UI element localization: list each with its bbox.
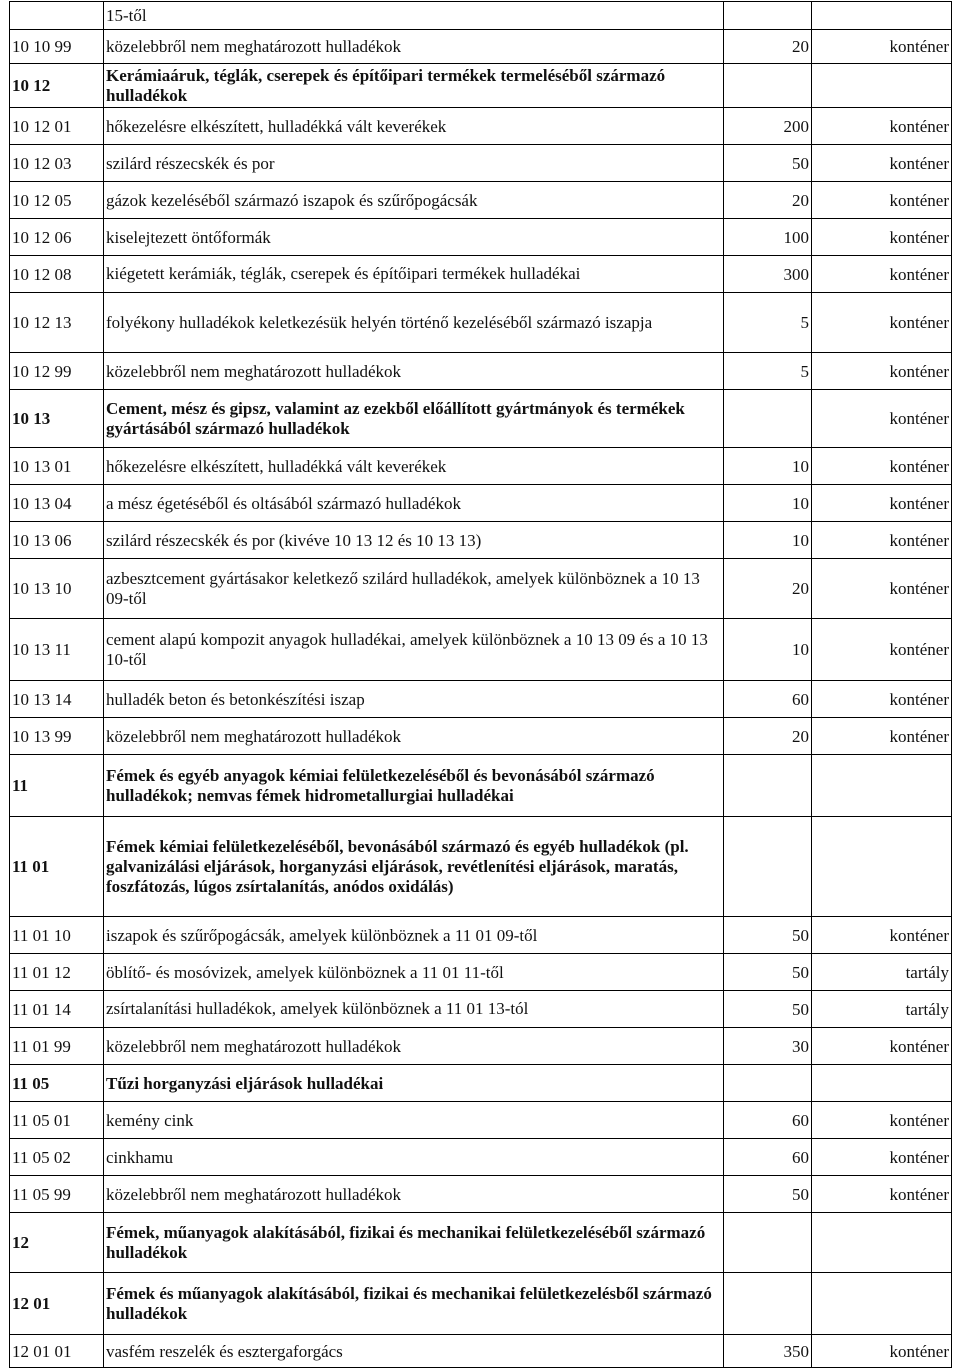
table-row <box>10 681 952 718</box>
quantity-cell: 10 <box>724 485 812 522</box>
table-row <box>10 1102 952 1139</box>
waste-table <box>9 1 952 1368</box>
waste-code-cell: 11 05 02 <box>10 1139 104 1176</box>
table-row <box>10 718 952 755</box>
quantity-cell: 30 <box>724 1028 812 1065</box>
unit-cell: konténer <box>812 182 952 219</box>
unit-cell: tartály <box>812 954 952 991</box>
table-row <box>10 619 952 681</box>
waste-description-cell: Fémek, műanyagok alakításából, fizikai és mechanikai felületkezeléséből származó hulladékok <box>104 1213 724 1273</box>
waste-description-cell: hőkezelésre elkészített, hulladékká vált keverékek <box>104 448 724 485</box>
quantity-cell: 50 <box>724 991 812 1028</box>
unit-cell: konténer <box>812 1139 952 1176</box>
table-row <box>10 64 952 108</box>
waste-description-cell: közelebbről nem meghatározott hulladékok <box>104 1028 724 1065</box>
quantity-cell <box>724 390 812 448</box>
table-row <box>10 1335 952 1368</box>
waste-code-cell: 11 01 99 <box>10 1028 104 1065</box>
waste-description-cell: hőkezelésre elkészített, hulladékká vált keverékek <box>104 108 724 145</box>
unit-cell: konténer <box>812 681 952 718</box>
waste-description-cell: Fémek és műanyagok alakításából, fizikai és mechanikai felületkezelésből származó hulladékok <box>104 1273 724 1335</box>
waste-description-cell: iszapok és szűrőpogácsák, amelyek különböznek a 11 01 09-től <box>104 917 724 954</box>
waste-code-cell: 10 12 01 <box>10 108 104 145</box>
unit-cell <box>812 1273 952 1335</box>
waste-code-cell: 10 12 99 <box>10 353 104 390</box>
waste-description-cell: Cement, mész és gipsz, valamint az ezekből előállított gyártmányok és termékek gyártásából származó hulladékok <box>104 390 724 448</box>
waste-description-cell: gázok kezeléséből származó iszapok és szűrőpogácsák <box>104 182 724 219</box>
waste-code-cell: 10 12 06 <box>10 219 104 256</box>
quantity-cell: 20 <box>724 30 812 64</box>
table-row <box>10 1273 952 1335</box>
quantity-cell <box>724 1065 812 1102</box>
quantity-cell: 200 <box>724 108 812 145</box>
waste-description-cell: Fémek és egyéb anyagok kémiai felületkezeléséből és bevonásából származó hulladékok; nemvas fémek hidrometallurgiai hulladékai <box>104 755 724 817</box>
waste-code-cell: 11 01 14 <box>10 991 104 1028</box>
table-row <box>10 30 952 64</box>
waste-description-cell: kemény cink <box>104 1102 724 1139</box>
quantity-cell: 10 <box>724 448 812 485</box>
waste-code-cell: 10 13 14 <box>10 681 104 718</box>
waste-description-cell: közelebbről nem meghatározott hulladékok <box>104 353 724 390</box>
quantity-cell: 5 <box>724 353 812 390</box>
quantity-cell: 20 <box>724 718 812 755</box>
waste-code-cell: 10 13 99 <box>10 718 104 755</box>
quantity-cell: 5 <box>724 293 812 353</box>
quantity-cell: 300 <box>724 256 812 293</box>
unit-cell <box>812 817 952 917</box>
table-row <box>10 390 952 448</box>
unit-cell: konténer <box>812 1176 952 1213</box>
waste-code-cell <box>10 2 104 30</box>
waste-code-cell: 10 12 05 <box>10 182 104 219</box>
unit-cell: tartály <box>812 991 952 1028</box>
waste-description-cell: cement alapú kompozit anyagok hulladékai, amelyek különböznek a 10 13 09 és a 10 13 10-től <box>104 619 724 681</box>
unit-cell: konténer <box>812 256 952 293</box>
unit-cell <box>812 64 952 108</box>
unit-cell: konténer <box>812 108 952 145</box>
unit-cell: konténer <box>812 485 952 522</box>
waste-code-cell: 12 <box>10 1213 104 1273</box>
quantity-cell: 60 <box>724 1139 812 1176</box>
table-row <box>10 485 952 522</box>
table-row <box>10 1065 952 1102</box>
table-row <box>10 448 952 485</box>
waste-code-cell: 11 05 01 <box>10 1102 104 1139</box>
unit-cell: konténer <box>812 30 952 64</box>
waste-description-cell: közelebbről nem meghatározott hulladékok <box>104 1176 724 1213</box>
table-row <box>10 256 952 293</box>
table-row <box>10 917 952 954</box>
waste-description-cell: közelebbről nem meghatározott hulladékok <box>104 30 724 64</box>
quantity-cell: 60 <box>724 681 812 718</box>
waste-code-cell: 12 01 <box>10 1273 104 1335</box>
quantity-cell: 50 <box>724 954 812 991</box>
waste-description-cell: azbesztcement gyártásakor keletkező szilárd hulladékok, amelyek különböznek a 10 13 09-től <box>104 559 724 619</box>
unit-cell: konténer <box>812 1102 952 1139</box>
unit-cell <box>812 2 952 30</box>
table-row <box>10 219 952 256</box>
quantity-cell <box>724 755 812 817</box>
waste-code-cell: 10 13 01 <box>10 448 104 485</box>
unit-cell: konténer <box>812 619 952 681</box>
table-row <box>10 108 952 145</box>
quantity-cell <box>724 64 812 108</box>
waste-code-cell: 10 12 03 <box>10 145 104 182</box>
waste-description-cell: 15-től <box>104 2 724 30</box>
unit-cell: konténer <box>812 293 952 353</box>
quantity-cell: 10 <box>724 619 812 681</box>
quantity-cell: 100 <box>724 219 812 256</box>
waste-code-cell: 10 12 13 <box>10 293 104 353</box>
table-row <box>10 1213 952 1273</box>
waste-description-cell: Fémek kémiai felületkezeléséből, bevonásából származó és egyéb hulladékok (pl. galvanizálási eljárások, horganyzási eljárások, revétlenítési eljárások, maratás, foszfátozás, lúgos zsírtalanítás, anódos oxidálás) <box>104 817 724 917</box>
waste-description-cell: szilárd részecskék és por (kivéve 10 13 12 és 10 13 13) <box>104 522 724 559</box>
waste-description-cell: hulladék beton és betonkészítési iszap <box>104 681 724 718</box>
unit-cell: konténer <box>812 917 952 954</box>
unit-cell: konténer <box>812 559 952 619</box>
unit-cell: konténer <box>812 219 952 256</box>
waste-description-cell: a mész égetéséből és oltásából származó hulladékok <box>104 485 724 522</box>
unit-cell: konténer <box>812 1028 952 1065</box>
waste-description-cell: közelebbről nem meghatározott hulladékok <box>104 718 724 755</box>
quantity-cell: 60 <box>724 1102 812 1139</box>
waste-code-cell: 10 13 10 <box>10 559 104 619</box>
waste-code-cell: 11 05 99 <box>10 1176 104 1213</box>
waste-code-cell: 10 13 11 <box>10 619 104 681</box>
table-row <box>10 559 952 619</box>
unit-cell <box>812 755 952 817</box>
table-row <box>10 1139 952 1176</box>
quantity-cell: 20 <box>724 182 812 219</box>
waste-code-cell: 11 <box>10 755 104 817</box>
unit-cell <box>812 1213 952 1273</box>
waste-description-cell: kiégetett kerámiák, téglák, cserepek és építőipari termékek hulladékai <box>104 256 724 293</box>
waste-description-cell: folyékony hulladékok keletkezésük helyén történő kezeléséből származó iszapja <box>104 293 724 353</box>
waste-table-body <box>10 2 952 1368</box>
unit-cell: konténer <box>812 1335 952 1368</box>
table-row <box>10 755 952 817</box>
waste-description-cell: Kerámiaáruk, téglák, cserepek és építőipari termékek termeléséből származó hulladékok <box>104 64 724 108</box>
unit-cell: konténer <box>812 522 952 559</box>
waste-code-cell: 10 10 99 <box>10 30 104 64</box>
table-row <box>10 1176 952 1213</box>
waste-code-cell: 10 12 08 <box>10 256 104 293</box>
waste-code-cell: 10 13 04 <box>10 485 104 522</box>
unit-cell: konténer <box>812 145 952 182</box>
waste-description-cell: szilárd részecskék és por <box>104 145 724 182</box>
table-row <box>10 954 952 991</box>
waste-code-cell: 10 13 <box>10 390 104 448</box>
table-row <box>10 145 952 182</box>
table-row <box>10 522 952 559</box>
waste-description-cell: zsírtalanítási hulladékok, amelyek különböznek a 11 01 13-tól <box>104 991 724 1028</box>
waste-code-cell: 10 12 <box>10 64 104 108</box>
quantity-cell <box>724 1213 812 1273</box>
table-row <box>10 353 952 390</box>
unit-cell: konténer <box>812 718 952 755</box>
quantity-cell <box>724 2 812 30</box>
unit-cell: konténer <box>812 448 952 485</box>
waste-description-cell: cinkhamu <box>104 1139 724 1176</box>
unit-cell <box>812 1065 952 1102</box>
unit-cell: konténer <box>812 353 952 390</box>
waste-code-cell: 11 01 <box>10 817 104 917</box>
table-row <box>10 2 952 30</box>
waste-code-cell: 11 01 10 <box>10 917 104 954</box>
waste-description-cell: öblítő- és mosóvizek, amelyek különböznek a 11 01 11-től <box>104 954 724 991</box>
quantity-cell <box>724 817 812 917</box>
waste-description-cell: vasfém reszelék és esztergaforgács <box>104 1335 724 1368</box>
quantity-cell <box>724 1273 812 1335</box>
waste-code-cell: 11 01 12 <box>10 954 104 991</box>
quantity-cell: 350 <box>724 1335 812 1368</box>
table-row <box>10 991 952 1028</box>
unit-cell: konténer <box>812 390 952 448</box>
quantity-cell: 50 <box>724 1176 812 1213</box>
waste-description-cell: kiselejtezett öntőformák <box>104 219 724 256</box>
waste-code-cell: 10 13 06 <box>10 522 104 559</box>
quantity-cell: 50 <box>724 145 812 182</box>
waste-code-cell: 11 05 <box>10 1065 104 1102</box>
quantity-cell: 50 <box>724 917 812 954</box>
table-row <box>10 817 952 917</box>
quantity-cell: 10 <box>724 522 812 559</box>
table-row <box>10 182 952 219</box>
table-row <box>10 1028 952 1065</box>
table-row <box>10 293 952 353</box>
quantity-cell: 20 <box>724 559 812 619</box>
waste-code-cell: 12 01 01 <box>10 1335 104 1368</box>
waste-description-cell: Tűzi horganyzási eljárások hulladékai <box>104 1065 724 1102</box>
